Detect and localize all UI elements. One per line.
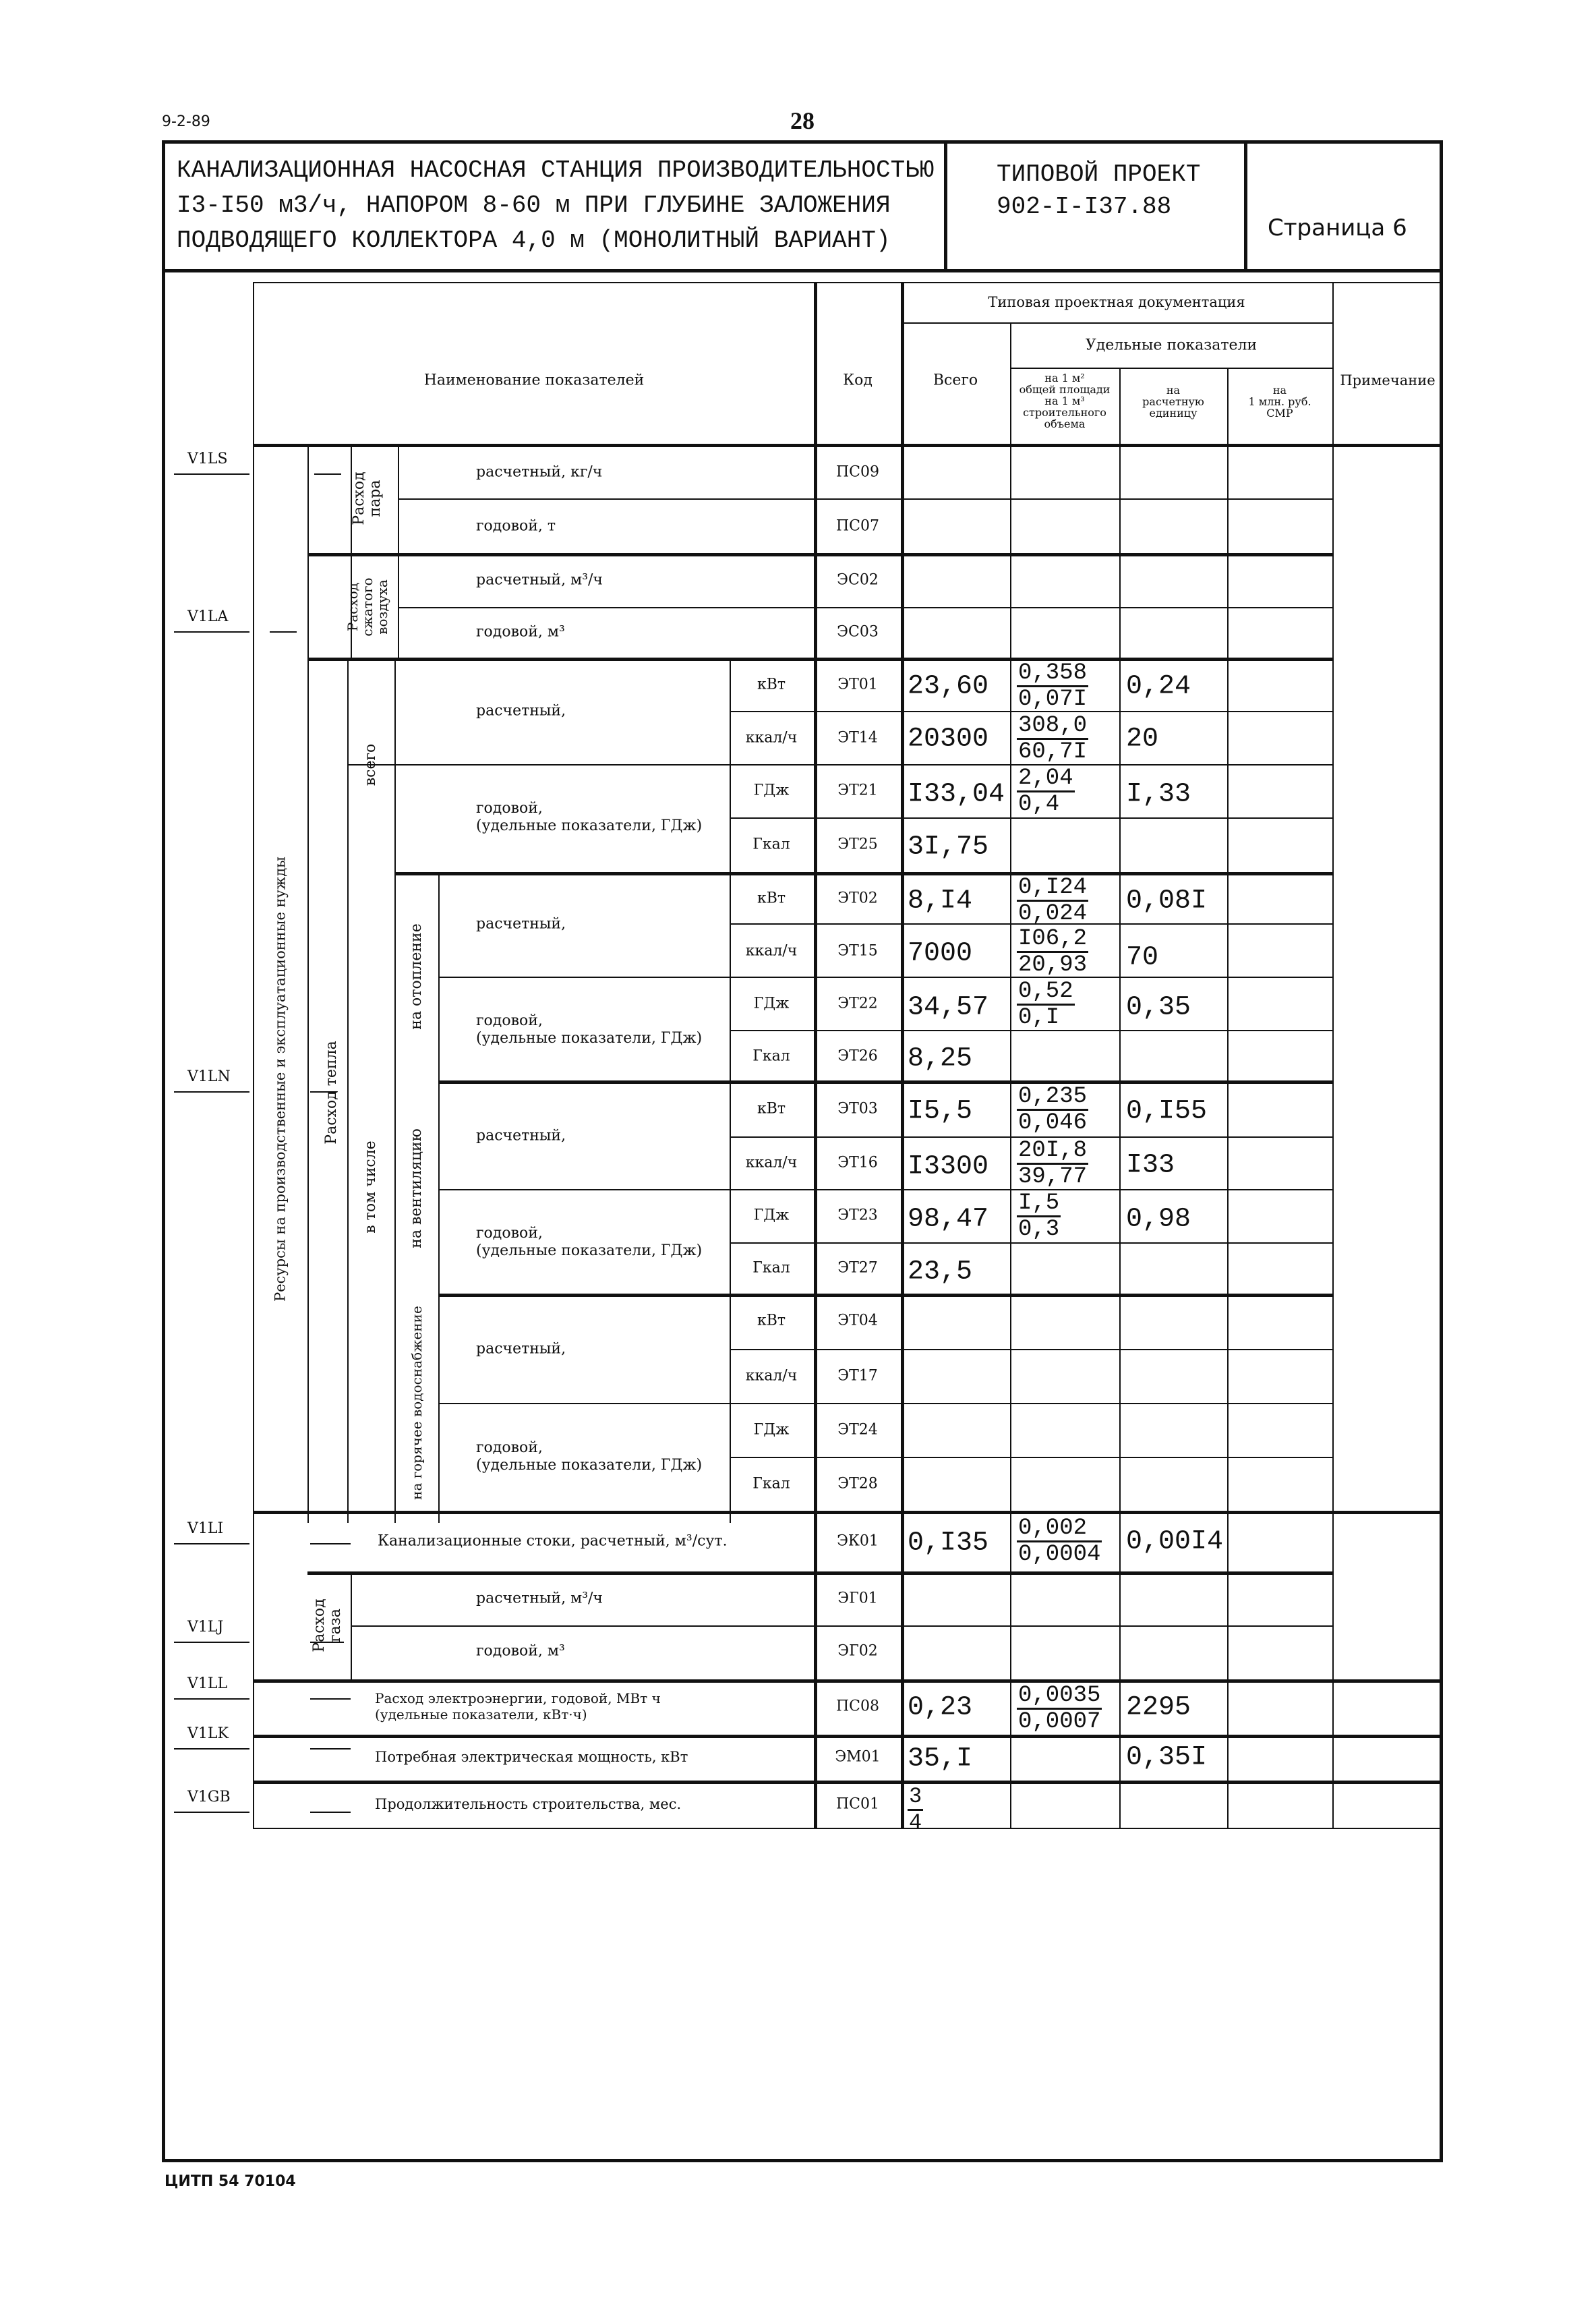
- unit-gj: ГДж: [753, 1421, 790, 1439]
- code-et26: ЭТ26: [837, 1047, 878, 1065]
- code-et28: ЭТ28: [837, 1475, 878, 1493]
- unit-gcal: Гкал: [752, 1475, 790, 1493]
- value-specific-fraction: $\frac{20I,8}{39,77}$: [1018, 1138, 1088, 1190]
- code-es03: ЭС03: [837, 623, 879, 641]
- value-total: 35,I: [908, 1743, 973, 1774]
- code-ps09: ПС09: [835, 463, 880, 481]
- heating-year-label: годовой, (удельные показатели, ГДж): [476, 1012, 703, 1047]
- code-et25: ЭТ25: [837, 836, 878, 853]
- value-per-unit: I,33: [1126, 779, 1191, 810]
- power-label: Потребная электрическая мощность, кВт: [375, 1749, 688, 1765]
- value-total: 8,I4: [908, 886, 973, 917]
- margin-code-2: V1LA: [187, 608, 229, 625]
- value-total: 7000: [908, 938, 973, 969]
- code-et22: ЭТ22: [837, 995, 878, 1012]
- unit-gcal: Гкал: [752, 1047, 790, 1065]
- value-total: 34,57: [908, 992, 989, 1023]
- value-per-unit: 20: [1126, 724, 1159, 755]
- value-total: 23,5: [908, 1256, 973, 1288]
- hot-water-label: на горячее водоснабжение: [409, 1306, 425, 1500]
- code-et27: ЭТ27: [837, 1259, 878, 1277]
- unit-gj: ГДж: [753, 1207, 790, 1224]
- code-et14: ЭТ14: [837, 729, 878, 747]
- header-per-mln: на 1 млн. руб. СМР: [1248, 384, 1311, 420]
- header-per-unit: на расчетную единицу: [1142, 384, 1204, 420]
- unit-kcal: ккал/ч: [745, 1154, 798, 1172]
- value-total: 20300: [908, 724, 989, 755]
- hot-water-calc-label: расчетный,: [476, 1340, 566, 1358]
- header-code: Код: [843, 372, 873, 389]
- series-code: 9-2-89: [162, 113, 210, 130]
- value-per-unit: 0,98: [1126, 1204, 1191, 1235]
- total-year-label: годовой, (удельные показатели, ГДж): [476, 800, 703, 834]
- code-et23: ЭТ23: [837, 1207, 878, 1224]
- unit-gcal: Гкал: [752, 836, 790, 853]
- code-eg02: ЭГ02: [837, 1642, 878, 1660]
- value-specific-fraction: $\frac{0,I24}{0,024}$: [1018, 875, 1088, 927]
- ventilation-calc-label: расчетный,: [476, 1127, 566, 1145]
- margin-code-7: V1LK: [187, 1725, 229, 1742]
- steam-year-label: годовой, т: [476, 517, 556, 535]
- unit-kcal: ккал/ч: [745, 729, 798, 747]
- header-indicators-name: Наименование показателей: [423, 372, 645, 389]
- code-et04: ЭТ04: [837, 1312, 878, 1329]
- code-em01: ЭМ01: [835, 1748, 881, 1766]
- value-per-unit: 0,24: [1126, 671, 1191, 702]
- value-total: 0,I35: [908, 1528, 989, 1559]
- margin-code-6: V1LL: [187, 1675, 228, 1692]
- resources-label: Ресурсы на производственные и эксплуатационные нужды: [272, 857, 289, 1302]
- value-specific-fraction: $\frac{0,358}{0,07I}$: [1018, 660, 1088, 712]
- sewage-label: Канализационные стоки, расчетный, м³/сут.: [378, 1532, 728, 1550]
- gas-calc-label: расчетный, м³/ч: [476, 1590, 603, 1607]
- code-eg01: ЭГ01: [837, 1590, 878, 1607]
- hot-water-year-label: годовой, (удельные показатели, ГДж): [476, 1439, 703, 1474]
- margin-code-3: V1LN: [187, 1068, 231, 1085]
- value-specific-fraction: $\frac{308,0}{60,7I}$: [1018, 713, 1088, 765]
- gas-year-label: годовой, м³: [476, 1642, 565, 1660]
- steam-calc-label: расчетный, кг/ч: [476, 463, 603, 481]
- total-calc-label: расчетный,: [476, 702, 566, 720]
- value-per-unit: 70: [1126, 942, 1159, 973]
- air-year-label: годовой, м³: [476, 623, 565, 641]
- electricity-label: Расход электроэнергии, годовой, МВт ч (удельные показатели, кВт·ч): [375, 1690, 661, 1723]
- value-specific-fraction: $\frac{I,5}{0,3}$: [1018, 1190, 1060, 1242]
- value-total: I33,04: [908, 779, 1005, 810]
- code-et21: ЭТ21: [837, 782, 878, 799]
- value-per-unit: 0,35I: [1126, 1742, 1208, 1773]
- code-et16: ЭТ16: [837, 1154, 878, 1172]
- value-specific-fraction: $\frac{I06,2}{20,93}$: [1018, 926, 1088, 978]
- margin-code-1: V1LS: [187, 451, 228, 467]
- including-label: в том числе: [361, 1140, 379, 1234]
- code-et24: ЭТ24: [837, 1421, 878, 1439]
- value-per-unit: 2295: [1126, 1692, 1191, 1723]
- title-line-1: КАНАЛИЗАЦИОННАЯ НАСОСНАЯ СТАНЦИЯ ПРОИЗВОДИТЕЛЬНОСТЬЮ: [177, 156, 935, 184]
- code-ps08: ПС08: [835, 1698, 880, 1715]
- value-total: 98,47: [908, 1204, 989, 1235]
- margin-code-8: V1GB: [187, 1789, 231, 1805]
- title-line-3: ПОДВОДЯЩЕГО КОЛЛЕКТОРА 4,0 м (МОНОЛИТНЫЙ ВАРИАНТ): [177, 227, 891, 254]
- margin-code-5: V1LJ: [187, 1619, 224, 1636]
- total-label: всего: [361, 743, 379, 786]
- value-total: I5,5: [908, 1096, 973, 1127]
- value-specific-fraction: $\frac{0,0035}{0,0007}$: [1018, 1683, 1101, 1735]
- gas-label: Расход газа: [310, 1598, 344, 1652]
- value-per-unit: 0,00I4: [1126, 1526, 1224, 1557]
- page-number: 28: [790, 107, 815, 134]
- unit-kw: кВт: [757, 676, 786, 693]
- header-specific: Удельные показатели: [1085, 337, 1258, 354]
- unit-kw: кВт: [757, 890, 786, 907]
- code-et03: ЭТ03: [837, 1100, 878, 1118]
- code-ps07: ПС07: [835, 517, 880, 535]
- unit-gj: ГДж: [753, 782, 790, 799]
- value-duration-fraction: $\frac{3}{4}$: [909, 1784, 922, 1835]
- heating-label: на отопление: [407, 923, 425, 1030]
- value-specific-fraction: $\frac{0,52}{0,I}$: [1018, 979, 1073, 1031]
- value-specific-fraction: $\frac{2,04}{0,4}$: [1018, 765, 1073, 817]
- unit-kcal: ккал/ч: [745, 942, 798, 960]
- header-group: Типовая проектная документация: [988, 294, 1245, 310]
- value-per-unit: 0,I55: [1126, 1096, 1208, 1127]
- value-specific-fraction: $\frac{0,235}{0,046}$: [1018, 1084, 1088, 1136]
- value-total: 3I,75: [908, 832, 989, 863]
- value-per-unit: I33: [1126, 1150, 1175, 1181]
- code-et15: ЭТ15: [837, 942, 878, 960]
- header-total: Всего: [933, 372, 978, 389]
- code-et02: ЭТ02: [837, 890, 878, 907]
- duration-label: Продолжительность строительства, мес.: [375, 1796, 682, 1812]
- value-total: 8,25: [908, 1043, 973, 1074]
- title-line-2: I3-I50 м3/ч, НАПОРОМ 8-60 м ПРИ ГЛУБИНЕ ЗАЛОЖЕНИЯ: [177, 192, 891, 219]
- steam-label: Расход пара: [350, 471, 384, 525]
- ventilation-year-label: годовой, (удельные показатели, ГДж): [476, 1225, 703, 1259]
- ventilation-label: на вентиляцию: [407, 1128, 425, 1248]
- header-note: Примечание: [1340, 372, 1436, 388]
- value-total: 0,23: [908, 1692, 973, 1723]
- project-label: ТИПОВОЙ ПРОЕКТ: [997, 161, 1201, 188]
- margin-code-4: V1LI: [187, 1520, 224, 1537]
- code-ps01: ПС01: [835, 1795, 880, 1813]
- unit-kcal: ккал/ч: [745, 1367, 798, 1385]
- code-et17: ЭТ17: [837, 1367, 878, 1385]
- unit-kw: кВт: [757, 1312, 786, 1329]
- air-calc-label: расчетный, м³/ч: [476, 571, 603, 589]
- unit-gcal: Гкал: [752, 1259, 790, 1277]
- value-specific-fraction: $\frac{0,002}{0,0004}$: [1018, 1515, 1101, 1567]
- value-total: I3300: [908, 1151, 989, 1182]
- code-ek01: ЭК01: [837, 1532, 879, 1550]
- unit-gj: ГДж: [753, 995, 790, 1012]
- value-per-unit: 0,35: [1126, 992, 1191, 1023]
- code-es02: ЭС02: [837, 571, 879, 589]
- heating-calc-label: расчетный,: [476, 915, 566, 933]
- header-per-m2: на 1 м² общей площади на 1 м³ строительного объема: [1019, 372, 1111, 430]
- value-per-unit: 0,08I: [1126, 886, 1208, 917]
- unit-kw: кВт: [757, 1100, 786, 1118]
- heat-label: Расход тепла: [322, 1041, 340, 1145]
- value-total: 23,60: [908, 671, 989, 702]
- page-label: Страница 6: [1268, 214, 1407, 241]
- project-number: 902-I-I37.88: [997, 193, 1172, 221]
- air-label: Расход сжатого воздуха: [345, 577, 390, 637]
- code-et01: ЭТ01: [837, 676, 878, 693]
- footer-code: ЦИТП 54 70104: [165, 2173, 296, 2190]
